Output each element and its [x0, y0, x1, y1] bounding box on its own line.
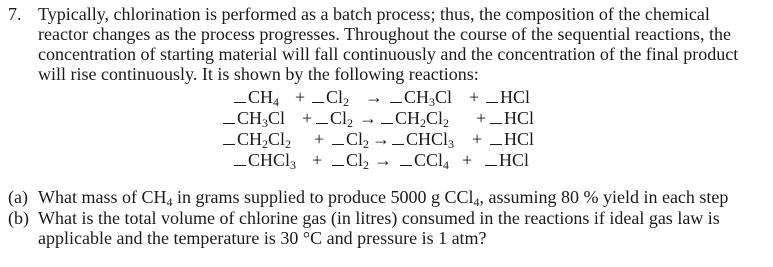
reaction-arrow: →	[372, 129, 390, 149]
plus-sign: +	[472, 129, 483, 149]
reactant-2: $Cl_2$	[316, 108, 353, 134]
reaction-list	[220, 87, 620, 175]
intro-line-2: reactor changes as the process progresses. Throughout the course of the sequential reactions, the	[38, 24, 731, 44]
reaction-3	[220, 129, 620, 150]
question-number: 7.	[8, 4, 22, 24]
product-2: HCl	[490, 108, 534, 129]
intro-line-3: concentration of starting material will fall continuously and the concentration of the final product	[38, 44, 739, 64]
product-1: $CH_3Cl$	[390, 87, 452, 113]
product-1: CCl$_4$	[400, 150, 449, 176]
reaction-arrow: →	[359, 108, 377, 128]
part-b-text	[38, 208, 742, 248]
reaction-1	[220, 87, 620, 108]
question-intro	[38, 4, 742, 84]
product-1: $CH_2Cl_2$	[381, 108, 449, 134]
reactant-2: $Cl_2$	[332, 129, 369, 155]
part-a	[8, 187, 768, 207]
product-2: HCl	[486, 87, 530, 108]
part-a-text: What mass of $CH_4$ in grams supplied to produce 5000 g CCl$_4$, assuming 80 % yield in each step	[38, 187, 729, 209]
intro-line-1: Typically, chlorination is performed as a batch process; thus, the composition of the chemical	[38, 4, 710, 24]
reaction-4	[220, 150, 620, 171]
part-b	[8, 208, 768, 250]
product-2: HCl	[485, 150, 529, 171]
intro-line-4: will rise continuously. It is shown by the following reactions:	[38, 64, 479, 84]
product-1: CHCl$_3$	[392, 129, 454, 155]
reactant-2: $Cl_2$	[312, 87, 349, 113]
reactant-1: $CH_2Cl_2$	[223, 129, 291, 155]
product-2: HCl	[490, 129, 534, 150]
plus-sign: +	[295, 87, 306, 107]
part-b-label: (b)	[8, 208, 29, 228]
plus-sign: +	[476, 108, 487, 128]
reactant-1: $CH_4$	[234, 87, 279, 113]
part-b-line-2: applicable and the temperature is 30 °C and pressure is 1 atm?	[38, 228, 487, 248]
plus-sign: +	[462, 150, 473, 170]
plus-sign: +	[469, 87, 480, 107]
reactant-1: $CH_3Cl$	[223, 108, 285, 134]
plus-sign: +	[314, 129, 325, 149]
part-b-line-1: What is the total volume of chlorine gas (in litres) consumed in the reactions if ideal gas law is	[38, 208, 720, 228]
plus-sign: +	[312, 150, 323, 170]
reaction-2	[220, 108, 620, 129]
reaction-arrow: →	[374, 150, 392, 170]
plus-sign: +	[302, 108, 313, 128]
reactant-2: $Cl_2$	[332, 150, 369, 176]
reaction-arrow: →	[365, 87, 383, 107]
part-a-label: (a)	[8, 187, 28, 207]
reactant-1: CHCl$_3$	[234, 150, 296, 176]
